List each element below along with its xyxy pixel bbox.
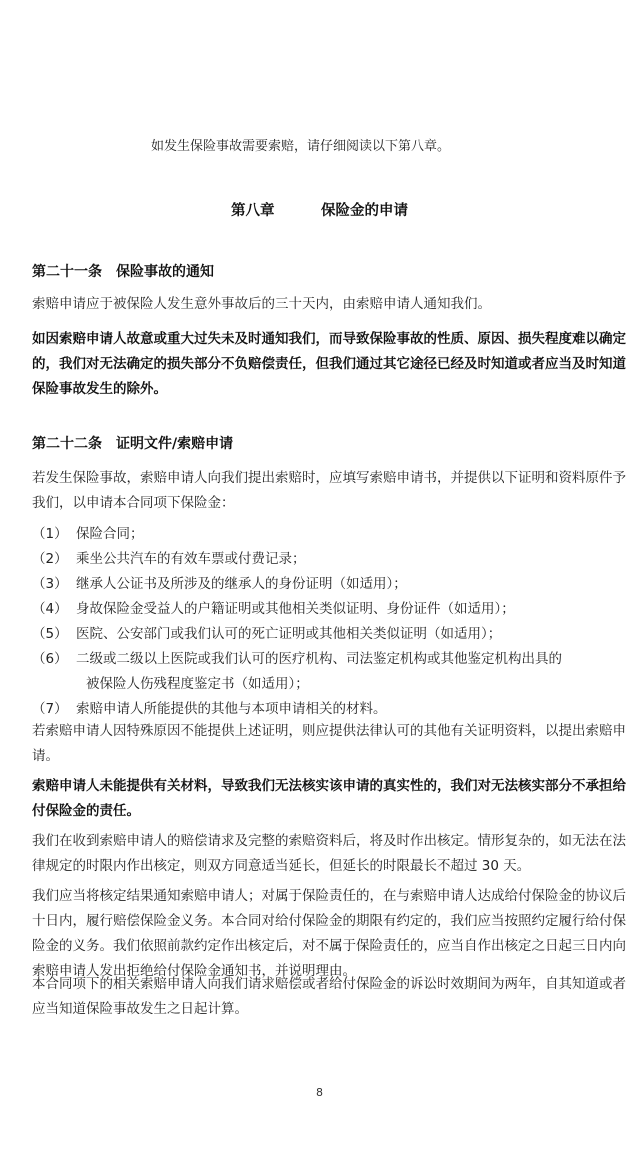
claim-notice: 如发生保险事故需要索赔，请仔细阅读以下第八章。	[151, 139, 451, 154]
list-item-text: 二级或二级以上医院或我们认可的医疗机构、司法鉴定机构或其他鉴定机构出具的	[76, 651, 562, 667]
chapter-number: 第八章	[231, 203, 275, 219]
notification-paragraph: 我们应当将核定结果通知索赔申请人；对属于保险责任的，在与索赔申请人达成给付保险金的协议后十日内，履行赔偿保险金义务。本合同对给付保险金的期限有约定的，我们应当按照约定履行给付保险金的义务。我们依照前款约定作出核定后，对不属于保险责任的，应当自作出核定之日起三日内向索赔申请人发出拒绝给付保险金通知书，并说明理由。	[32, 888, 626, 979]
list-item-number: （6）	[32, 651, 68, 667]
page-number: 8	[316, 1086, 323, 1099]
list-item-number: （1）	[32, 526, 68, 542]
section-22-intro: 若发生保险事故，索赔申请人向我们提出索赔时，应填写索赔申请书，并提供以下证明和资料原件予我们，以申请本合同项下保险金：	[32, 470, 626, 511]
section-title-21: 第二十一条 保险事故的通知	[32, 264, 214, 280]
chapter-title: 保险金的申请	[321, 203, 408, 219]
list-item-number: （4）	[32, 601, 68, 617]
section-title-22: 第二十二条 证明文件/索赔申请	[32, 436, 234, 452]
list-item-text: 乘坐公共汽车的有效车票或付费记录；	[76, 551, 306, 567]
unverified-liability-paragraph: 索赔申请人未能提供有关材料，导致我们无法核实该申请的真实性的，我们对无法核实部分不承担给付保险金的责任。	[32, 778, 626, 819]
section-21-bold-paragraph: 如因索赔申请人故意或重大过失未及时通知我们，而导致保险事故的性质、原因、损失程度难以确定的，我们对无法确定的损失部分不负赔偿责任，但我们通过其它途径已经及时知道或者应当及时知道保险事故发生的除外。	[32, 331, 626, 397]
list-item-number: （3）	[32, 576, 68, 592]
verification-paragraph: 我们在收到索赔申请人的赔偿请求及完整的索赔资料后，将及时作出核定。情形复杂的，如无法在法律规定的时限内作出核定，则双方同意适当延长，但延长的时限最长不超过 30 天。	[32, 833, 626, 874]
list-item-number: （7）	[32, 701, 68, 717]
list-item-text: 被保险人伤残程度鉴定书（如适用）；	[86, 676, 309, 692]
limitation-paragraph: 本合同项下的相关索赔申请人向我们请求赔偿或者给付保险金的诉讼时效期间为两年，自其知道或者应当知道保险事故发生之日起计算。	[32, 976, 626, 1017]
list-item-text: 身故保险金受益人的户籍证明或其他相关类似证明、身份证件（如适用）；	[76, 601, 515, 617]
list-item-text: 索赔申请人所能提供的其他与本项申请相关的材料。	[76, 701, 387, 717]
list-item-text: 医院、公安部门或我们认可的死亡证明或其他相关类似证明（如适用）；	[76, 626, 502, 642]
list-item-number: （5）	[32, 626, 68, 642]
list-item-number: （2）	[32, 551, 68, 567]
special-reason-paragraph: 若索赔申请人因特殊原因不能提供上述证明，则应提供法律认可的其他有关证明资料，以提出索赔申请。	[32, 723, 626, 764]
section-21-paragraph: 索赔申请应于被保险人发生意外事故后的三十天内，由索赔申请人通知我们。	[32, 296, 491, 312]
list-item-text: 保险合同；	[76, 526, 144, 542]
list-item-text: 继承人公证书及所涉及的继承人的身份证明（如适用）；	[76, 576, 407, 592]
